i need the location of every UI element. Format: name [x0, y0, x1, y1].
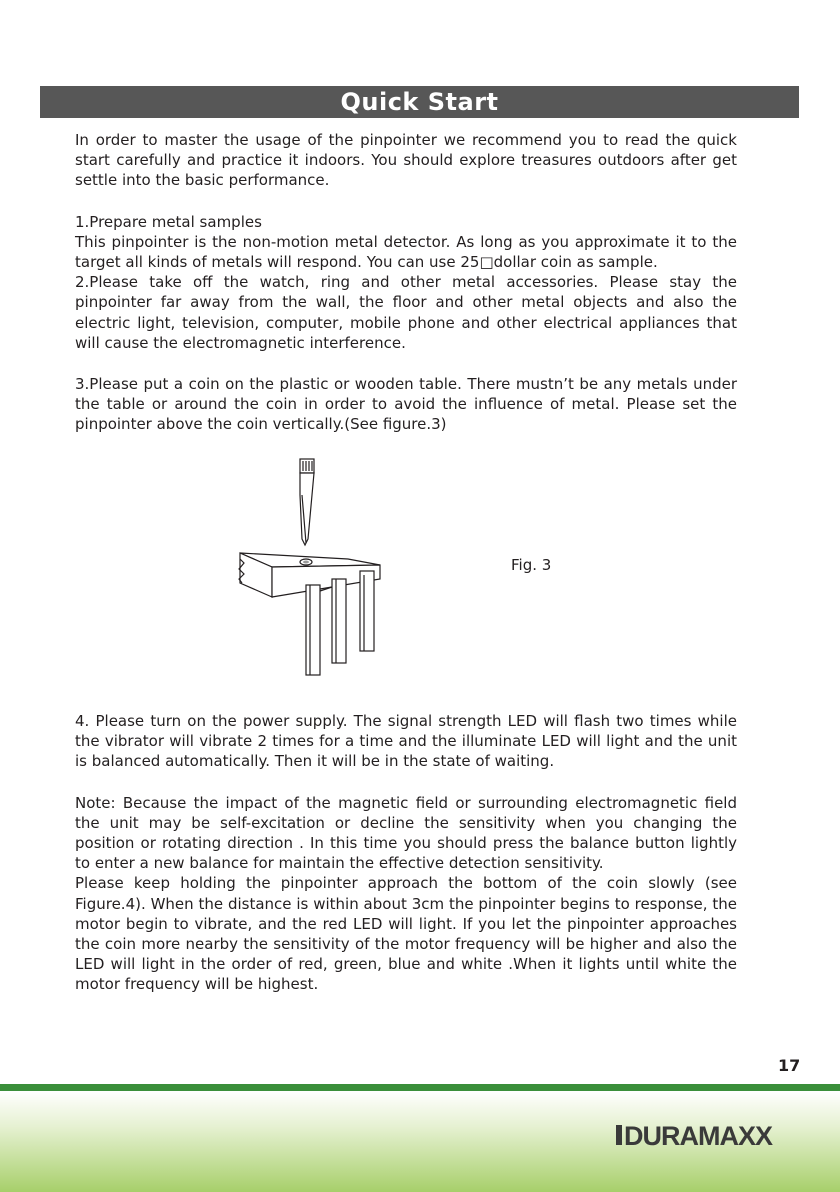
- step2-text: 2.Please take off the watch, ring and other metal accessories. Please stay the pinpointer far away from the wall, the floor and other metal objects and also the electric light, television, computer, mobile phone and other electrical appliances that will cause the electromagnetic interference.: [75, 273, 737, 352]
- table-leg: [360, 571, 374, 651]
- note-text: Note: Because the impact of the magnetic field or surrounding electromagnetic field the unit may be self-excitation or decline the sensitivity when you changing the position or rotating direction . In this time you should press the balance button lightly to enter a new balance for maintain the effective detection sensitivity.: [75, 793, 737, 873]
- duramaxx-logo: [616, 1117, 800, 1153]
- page-title: Quick Start: [340, 88, 499, 116]
- step1-text: This pinpointer is the non-motion metal detector. As long as you approximate it to the target all kinds of metals will respond. You can use 25□dollar coin as sample.: [75, 232, 737, 272]
- intro-paragraph: In order to master the usage of the pinpointer we recommend you to read the quick start carefully and practice it indoors. You should explore treasures outdoors after get settle into the basic performance.: [75, 131, 737, 190]
- title-bar: [40, 86, 799, 118]
- step3-text: 3.Please put a coin on the plastic or wooden table. There mustn’t be any metals under the table or around the coin in order to avoid the influence of metal. Please set the pinpointer above the coin vertically.(See figure.3): [75, 375, 737, 434]
- approach-text: Please keep holding the pinpointer approach the bottom of the coin slowly (see Figure.4). When the distance is within about 3cm the pinpointer begins to response, the motor begin to vibrate, and the red LED will light. If you let the pinpointer approaches the coin more nearby the sensitivity of the motor frequency will be higher and also the LED will light in the order of red, green, blue and white .When it lights until white the motor frequency will be highest.: [75, 874, 737, 994]
- svg-text:DURAMAXX: DURAMAXX: [624, 1121, 773, 1151]
- step4-text: 4. Please turn on the power supply. The signal strength LED will flash two times while the vibrator will vibrate 2 times for a time and the illuminate LED will light and the unit is balanced automatically. Then it will be in the state of waiting.: [75, 712, 737, 771]
- step1-heading: 1.Prepare metal samples: [75, 212, 262, 231]
- table-leg: [306, 585, 320, 675]
- page-number: 17: [778, 1056, 801, 1075]
- footer-divider: [0, 1084, 840, 1091]
- pinpointer-body: [300, 473, 314, 545]
- figure-caption: Fig. 3: [511, 556, 552, 574]
- intro-section: [75, 130, 737, 435]
- table-leg: [332, 579, 346, 663]
- figure-3-illustration: [236, 455, 381, 687]
- instructions-section: [75, 711, 737, 995]
